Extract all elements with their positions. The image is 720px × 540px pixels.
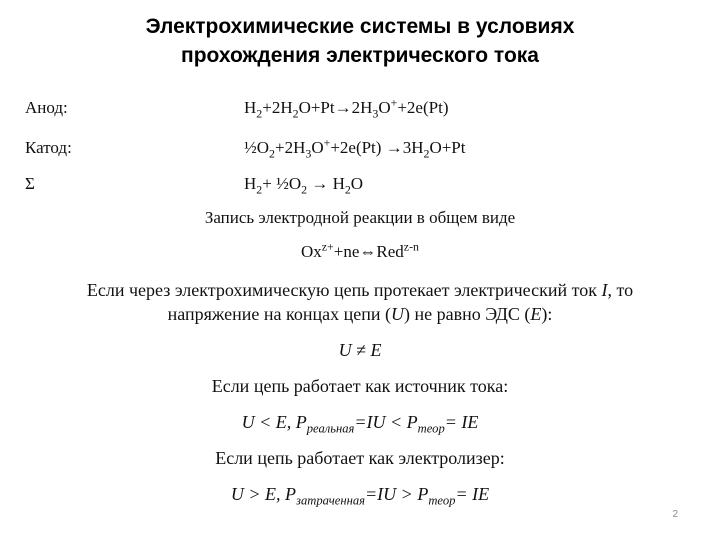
sum-equation: $H_2+$ $\frac{1}{2}O_2 \to H_2O$ <box>244 174 364 197</box>
voltage-inequality: U ≠ E <box>338 340 382 360</box>
sum-label: Σ <box>25 174 35 193</box>
electrolyzer-power-relation: U > E, $P_{затраченная}=IU > P_{теор}=$ IE <box>230 484 490 508</box>
general-form-equation: $Ox^{z+}+ne\Leftrightarrow Red^{z-n}$ <box>301 239 419 261</box>
electrolyzer-heading: Если цепь работает как электролизер: <box>215 448 505 468</box>
title-line-1: Электрохимические системы в условиях <box>145 15 575 38</box>
current-text-line-1: Если через электрохимическую цепь протекает электрический ток I, то <box>86 280 634 300</box>
slide-title <box>0 12 720 70</box>
title-line-2: прохождения электрического тока <box>181 44 539 67</box>
cathode-label: Катод: <box>25 138 72 157</box>
cathode-equation: $\frac{1}{2}O_2+2H_3O^++2e(Pt) \to 3H_2O+Pt$ <box>244 135 466 161</box>
source-power-relation: U < E, $P_{реальная}=IU < P_{теор}=$ IE <box>241 412 479 436</box>
source-heading: Если цепь работает как источник тока: <box>211 376 509 396</box>
page-number: 2 <box>672 509 678 520</box>
anode-equation: $H_2+2H_2O+Pt\to 2H_3O^++2e(Pt)$ <box>244 95 449 121</box>
current-text-line-2: напряжение на концах цепи (U) не равно ЭДС (E): <box>167 304 553 324</box>
general-form-heading: Запись электродной реакции в общем виде <box>204 208 516 227</box>
anode-label: Анод: <box>25 98 68 117</box>
